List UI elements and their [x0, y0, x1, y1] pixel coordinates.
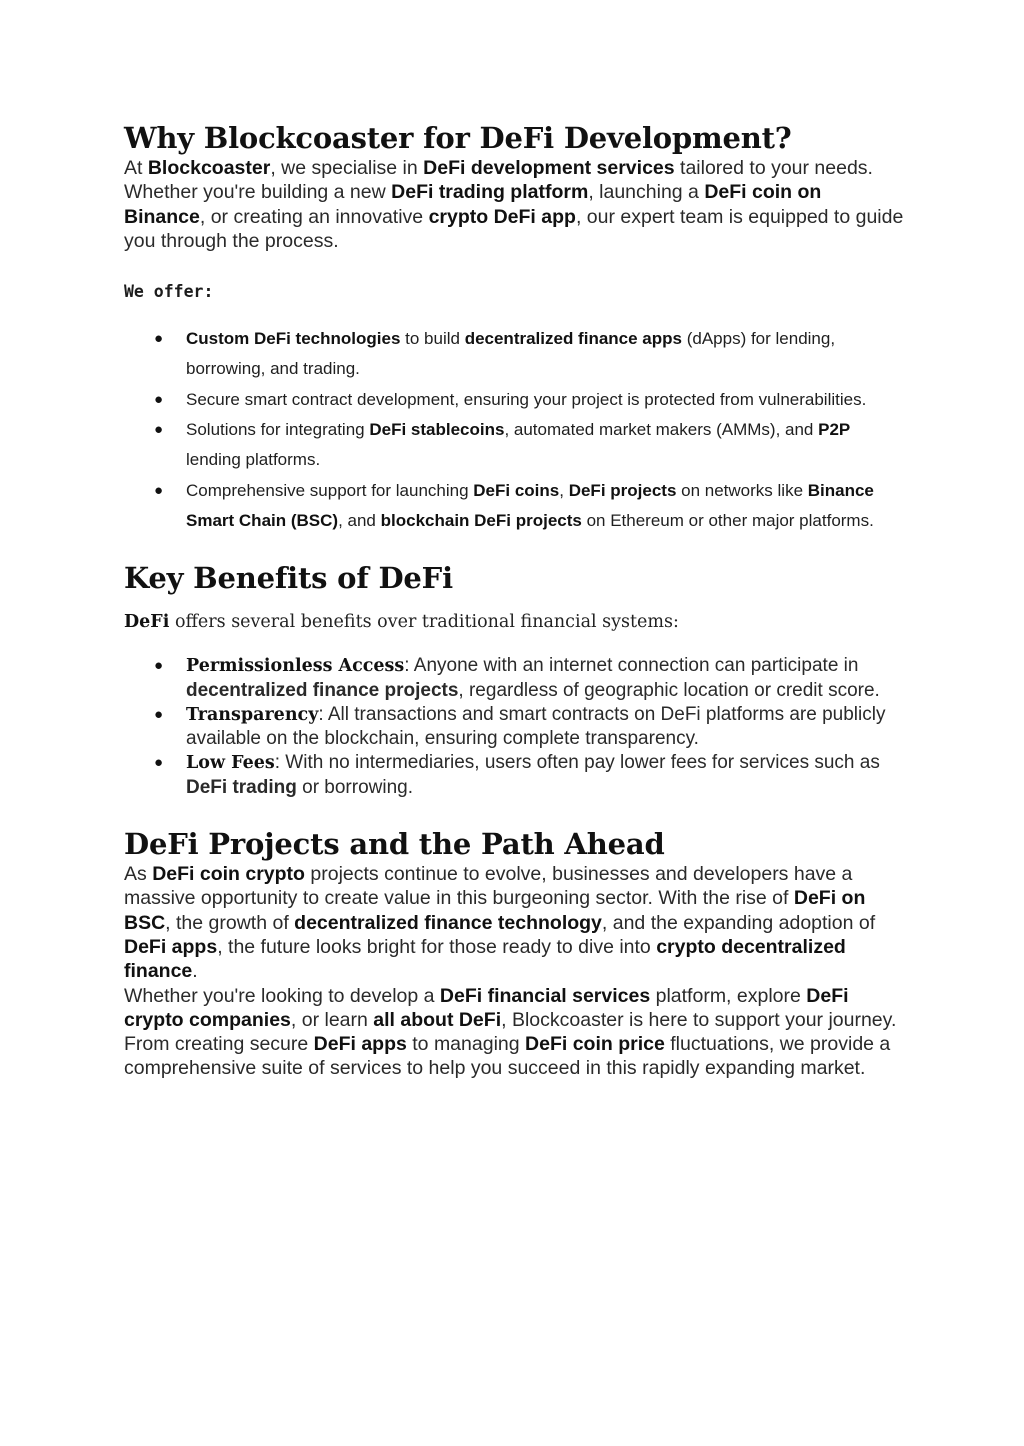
bold-term: DeFi projects — [568, 480, 677, 500]
bold-term: decentralized finance technology — [294, 911, 602, 934]
bullet-icon: ● — [154, 705, 164, 723]
list-item — [124, 703, 904, 752]
list-item — [124, 654, 904, 703]
text-run: , and — [338, 510, 381, 530]
bold-term: Binance Smart Chain (BSC) — [186, 480, 874, 530]
bold-term: blockchain DeFi projects — [380, 510, 582, 530]
bold-term: DeFi coin price — [525, 1033, 665, 1056]
bold-term: DeFi trading platform — [391, 181, 589, 204]
bold-term: Blockcoaster — [147, 157, 271, 179]
bullet-icon: ● — [154, 330, 164, 348]
text-run: (dApps) for lending, borrowing, and trading. — [186, 329, 836, 379]
text-run: Comprehensive support for launching — [186, 480, 474, 500]
bold-term: Custom DeFi technologies — [186, 329, 401, 349]
text-run: Secure smart contract development, ensuring your project is protected from vulnerabilities. — [186, 389, 867, 409]
text-run: on networks like — [676, 480, 808, 500]
benefits-intro — [124, 612, 904, 632]
text-run: , regardless of geographic location or credit score. — [458, 679, 880, 701]
text-run: , launching a — [588, 181, 705, 204]
text-run: : — [318, 703, 324, 725]
text-run: projects continue to evolve, businesses and developers have a massive opportunity to create value in this burgeoning sector. With the rise of — [124, 863, 853, 910]
text-run: At — [124, 157, 148, 179]
path-paragraph-1 — [124, 862, 904, 983]
text-run: : — [274, 752, 281, 774]
text-run: , the future looks bright for those ready to dive into — [217, 935, 657, 958]
bullet-icon: ● — [154, 421, 164, 439]
document-page — [124, 120, 904, 1081]
text-run: fluctuations, we provide a comprehensive suite of services to help you succeed in this rapidly expanding market. — [124, 1033, 891, 1080]
benefit-term: Low Fees — [186, 753, 275, 774]
text-run: , automated market makers (AMMs), and — [504, 420, 819, 440]
bold-term: DeFi coin on Binance — [124, 181, 822, 228]
bold-term: DeFi trading — [186, 776, 297, 798]
text-run: With no intermediaries, users often pay lower fees for services such as — [280, 752, 880, 774]
text-run: tailored to your needs. Whether you're building a new — [124, 157, 873, 204]
text-run: , our expert team is equipped to guide you through the process. — [124, 205, 904, 252]
text-run: to managing — [406, 1033, 526, 1056]
text-run: , Blockcoaster is here to support your journey. From creating secure — [124, 1008, 897, 1056]
benefits-list — [124, 654, 904, 800]
list-item — [124, 385, 904, 415]
text-run: Anyone with an internet connection can participate in — [409, 655, 859, 677]
text-run: , the growth of — [165, 911, 295, 934]
section-heading-key-benefits: Key Benefits of DeFi — [124, 561, 453, 596]
text-run: , and the expanding adoption of — [601, 911, 876, 934]
bold-term: crypto DeFi app — [428, 205, 576, 228]
text-run: to build — [400, 329, 465, 349]
benefit-term: Permissionless Access — [186, 656, 405, 677]
text-run: or borrowing. — [296, 776, 414, 798]
bullet-icon: ● — [154, 754, 164, 772]
bold-term: DeFi stablecoins — [369, 420, 505, 440]
text-run: All transactions and smart contracts on DeFi platforms are publicly available on the blockchain, ensuring complete transparency. — [186, 703, 886, 750]
list-item — [124, 476, 904, 537]
bullet-icon: ● — [154, 390, 164, 408]
bold-term: DeFi apps — [124, 935, 218, 958]
bullet-icon: ● — [154, 481, 164, 499]
bullet-icon: ● — [154, 657, 164, 675]
benefit-term: Transparency — [186, 704, 319, 725]
text-run: Solutions for integrating — [186, 420, 370, 440]
text-run: As — [124, 863, 153, 886]
bold-term: crypto decentralized finance — [124, 935, 846, 983]
bold-term: DeFi coin crypto — [152, 863, 305, 886]
text-run: , — [559, 480, 569, 500]
bold-term: decentralized finance projects — [186, 679, 459, 701]
offer-list — [124, 324, 904, 536]
list-item — [124, 751, 904, 800]
text-run: , we specialise in — [270, 157, 424, 179]
intro-paragraph — [124, 156, 904, 253]
bold-term: DeFi coins — [473, 480, 560, 500]
text-run: : — [404, 655, 410, 677]
bold-term: DeFi apps — [313, 1033, 407, 1056]
bold-term: DeFi development services — [423, 157, 675, 179]
offer-heading: We offer: — [124, 282, 214, 302]
bold-term: all about DeFi — [373, 1008, 502, 1031]
text-run: Whether you're looking to develop a — [124, 984, 440, 1007]
bold-term: decentralized finance apps — [464, 329, 682, 349]
text-run: . — [192, 960, 198, 983]
path-paragraph-2 — [124, 984, 904, 1081]
bold-term: P2P — [818, 420, 851, 440]
bold-term: DeFi on BSC — [124, 887, 866, 934]
text-run: , or learn — [290, 1008, 374, 1031]
text-run: platform, explore — [650, 984, 807, 1007]
bold-term: DeFi financial services — [439, 984, 651, 1007]
section-heading-path-ahead: DeFi Projects and the Path Ahead — [124, 827, 665, 862]
text-run: offers several benefits over traditional financial systems: — [169, 612, 679, 633]
bold-term: DeFi — [124, 612, 170, 633]
bold-term: DeFi crypto companies — [124, 984, 849, 1031]
text-run: , or creating an innovative — [199, 205, 429, 228]
section-heading-why-blockcoaster: Why Blockcoaster for DeFi Development? — [124, 121, 792, 155]
text-run: lending platforms. — [186, 450, 321, 470]
list-item — [124, 324, 904, 385]
list-item — [124, 415, 904, 476]
text-run: on Ethereum or other major platforms. — [581, 510, 874, 530]
